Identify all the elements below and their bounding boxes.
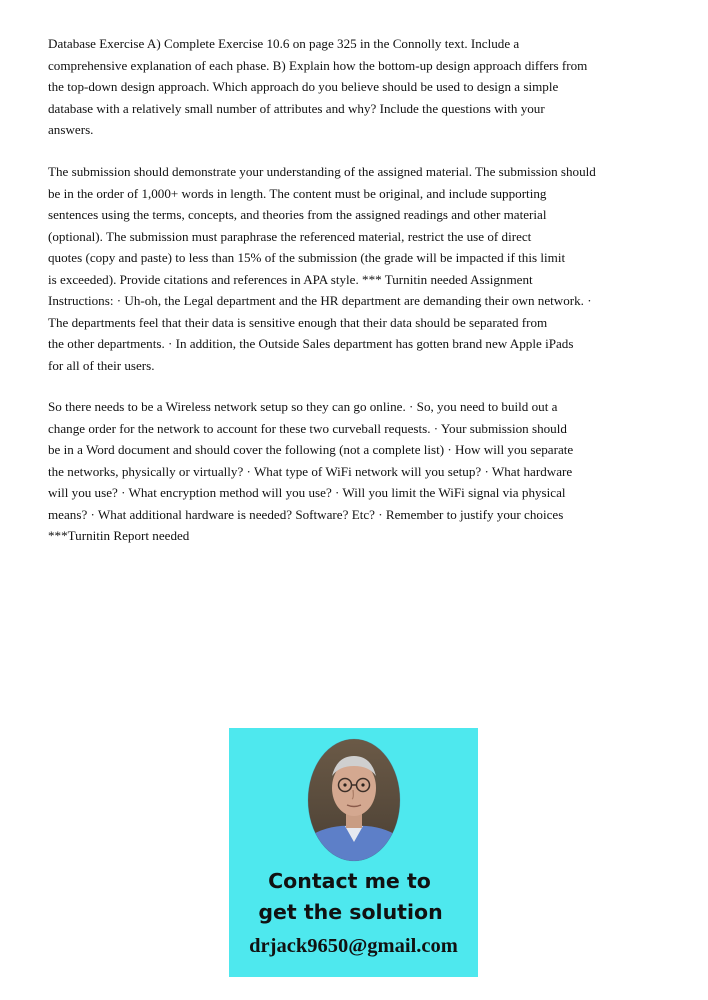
text-line: be in a Word document and should cover the following (not a complete list) · How will you separate [48, 442, 574, 457]
text-line: the top-down design approach. Which approach do you believe should be used to design a simple [48, 79, 559, 94]
text-line: So there needs to be a Wireless network setup so they can go online. · So, you need to build out a [48, 399, 558, 414]
text-line: database with a relatively small number of attributes and why? Include the questions with your [48, 100, 545, 116]
text-line: the other departments. · In addition, the Outside Sales department has gotten brand new Apple iPads [48, 336, 574, 351]
text-line: answers. [48, 122, 94, 137]
text-line: the networks, physically or virtually? · What type of WiFi network will you setup? · What hardware [48, 463, 573, 479]
promo-heading-line1: Contact me to [268, 869, 431, 893]
paragraph-submission-requirements [48, 161, 668, 376]
text-line: change order for the network to account for these two curveball requests. · Your submission should [48, 420, 567, 436]
text-line: (optional). The submission must paraphrase the referenced material, restrict the use of direct [48, 228, 532, 244]
text-line: is exceeded). Provide citations and references in APA style. *** Turnitin needed Assignment [48, 271, 533, 287]
paragraph-database-exercise [48, 33, 668, 141]
paragraph-wireless-network [48, 396, 668, 547]
contact-promo-banner [229, 728, 478, 977]
text-line: quotes (copy and paste) to less than 15% of the submission (the grade will be impacted if this limit [48, 250, 566, 265]
promo-heading-line2: get the solution [258, 900, 443, 924]
text-line: The departments feel that their data is sensitive enough that their data should be separated from [48, 314, 548, 330]
text-line: comprehensive explanation of each phase. B) Explain how the bottom-up design approach differs from [48, 57, 588, 73]
contact-email: drjack9650@gmail.com [249, 935, 458, 957]
text-line: sentences using the terms, concepts, and theories from the assigned readings and other material [48, 207, 547, 222]
text-line: Database Exercise A) Complete Exercise 10.6 on page 325 in the Connolly text. Include a [48, 36, 520, 51]
text-line: Instructions: · Uh-oh, the Legal department and the HR department are demanding their own network. · [48, 293, 592, 308]
text-line: will you use? · What encryption method will you use? · Will you limit the WiFi signal via physical [48, 485, 566, 500]
text-line: ***Turnitin Report needed [48, 528, 190, 543]
text-line: means? · What additional hardware is needed? Software? Etc? · Remember to justify your choices [48, 506, 564, 522]
text-line: The submission should demonstrate your understanding of the assigned material. The submission should [48, 164, 596, 179]
text-line: for all of their users. [48, 357, 155, 373]
person-portrait-icon [307, 738, 401, 862]
text-line: be in the order of 1,000+ words in length. The content must be original, and include supporting [48, 185, 547, 201]
